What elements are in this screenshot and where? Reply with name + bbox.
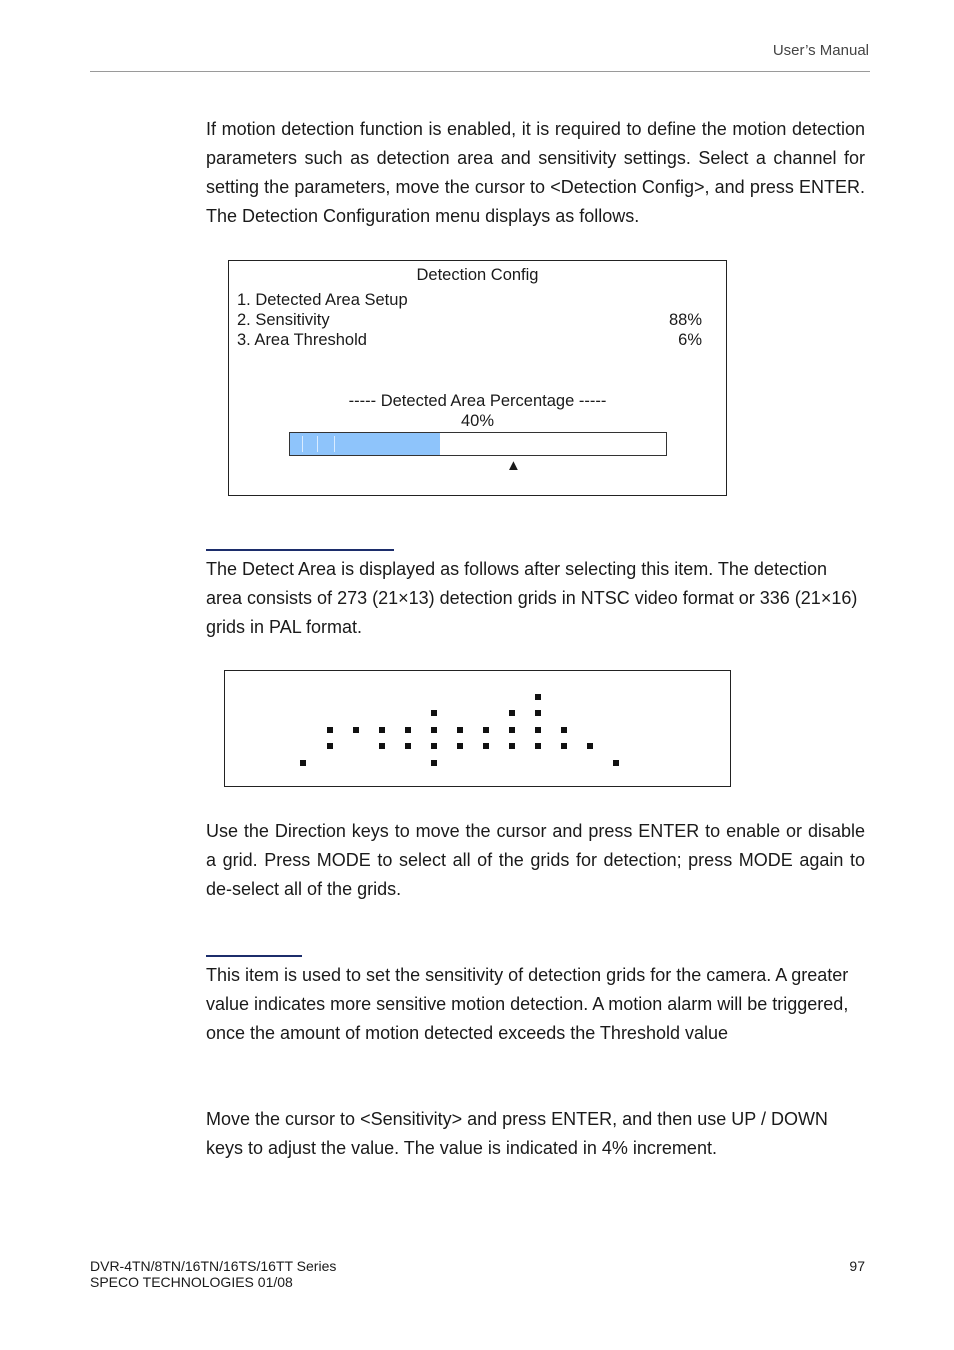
grid-cell-active: [535, 710, 541, 716]
grid-cell-active: [431, 760, 437, 766]
grid-cell-active: [483, 743, 489, 749]
detection-config-title: Detection Config: [416, 266, 539, 284]
grid-cell-active: [457, 727, 463, 733]
grid-cell-active: [405, 743, 411, 749]
section-heading-underline: [206, 955, 302, 957]
sensitivity-paragraph-2: Move the cursor to <Sensitivity> and press ENTER, and then use UP / DOWN keys to adjust the value. The value is indicated in 4% increment.: [206, 1109, 828, 1158]
grid-cell-active: [509, 743, 515, 749]
grid-cell-active: [613, 760, 619, 766]
area-threshold-value: 6%: [678, 331, 702, 349]
sensitivity-value: 88%: [668, 311, 702, 329]
detected-area-percentage-title: ----- Detected Area Percentage -----: [348, 392, 607, 410]
grid-cell-active: [509, 727, 515, 733]
grid-cell-active: [535, 694, 541, 700]
grid-cell-active: [379, 727, 385, 733]
grid-cell-active: [327, 743, 333, 749]
page-number: 97: [849, 1258, 865, 1274]
detected-area-percentage-value: 40%: [460, 412, 495, 430]
percentage-bar-fill: [290, 433, 440, 455]
grid-cell-active: [379, 743, 385, 749]
grid-cell-active: [405, 727, 411, 733]
detect-area-grid-canvas: [225, 671, 732, 788]
detection-config-menu: [228, 260, 727, 496]
footer-series: DVR-4TN/8TN/16TN/16TS/16TT Series: [90, 1258, 337, 1274]
detected-area-paragraph: The Detect Area is displayed as follows after selecting this item. The detection area consists of 273 (21×13) detection grids in NTSC video format or 336 (21×16) grids in PAL format.: [206, 559, 858, 637]
direction-keys-paragraph: Use the Direction keys to move the cursor and press ENTER to enable or disable a grid. Press MODE to select all of the grids for detection; press MODE again to de-select all of the grids.: [206, 821, 865, 899]
bar-tick: [302, 436, 303, 452]
grid-cell-active: [431, 710, 437, 716]
detect-area-grid[interactable]: [224, 670, 731, 787]
grid-cell-active: [431, 743, 437, 749]
menu-item-label: 1. Detected Area Setup: [237, 291, 408, 309]
sensitivity-paragraph-1: This item is used to set the sensitivity of detection grids for the camera. A greater value indicates more sensitive motion detection. A motion alarm will be triggered, once the amount of motion detected exceeds the Threshold value: [206, 965, 849, 1043]
grid-cell-active: [483, 727, 489, 733]
manual-label: User’s Manual: [772, 42, 869, 59]
bar-tick: [317, 436, 318, 452]
detected-area-percentage-bar: [289, 432, 667, 456]
grid-cell-active: [535, 727, 541, 733]
grid-cell-active: [587, 743, 593, 749]
grid-cell-active: [327, 727, 333, 733]
grid-cell-active: [535, 743, 541, 749]
footer-company: SPECO TECHNOLOGIES 01/08: [90, 1274, 293, 1290]
footer-info: [90, 1258, 336, 1290]
header-divider: [90, 71, 870, 72]
grid-cell-active: [457, 743, 463, 749]
grid-cell-active: [353, 727, 359, 733]
threshold-marker-icon: ▲: [506, 457, 521, 474]
grid-cell-active: [300, 760, 306, 766]
menu-item-label: 3. Area Threshold: [237, 331, 367, 349]
section-heading-underline: [206, 549, 394, 551]
grid-cell-active: [509, 710, 515, 716]
grid-cell-active: [561, 743, 567, 749]
bar-tick: [334, 436, 335, 452]
grid-cell-active: [561, 727, 567, 733]
menu-item-label: 2. Sensitivity: [237, 311, 330, 329]
grid-cell-active: [431, 727, 437, 733]
intro-paragraph: If motion detection function is enabled, it is required to define the motion detection parameters such as detection area and sensitivity settings. Select a channel for setting the parameters, move the cursor to <Detection Config>, and press ENTER. The Detection Configuration menu displays as follows.: [206, 119, 865, 226]
